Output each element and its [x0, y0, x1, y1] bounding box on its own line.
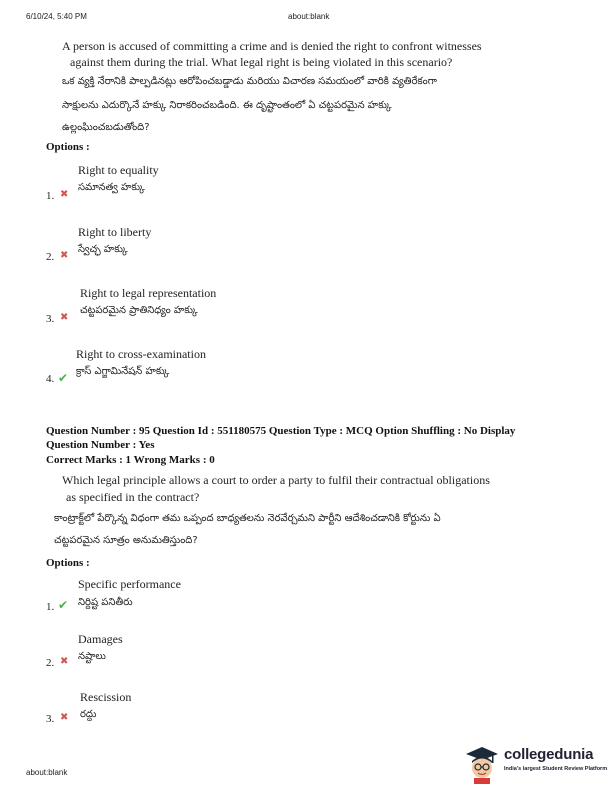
option-4-en: Right to cross-examination	[76, 347, 206, 361]
cross-icon: ✖	[60, 189, 69, 200]
option-2-number: 2.	[46, 251, 55, 263]
brand-name: collegedunia	[504, 746, 594, 763]
option-3-te: రద్దు	[80, 709, 97, 720]
question-text-te-line1: ఒక వ్యక్తి నేరానికి పాల్పడినట్లు ఆరోపించబడ్డాడు మరియు విచారణ సమయంలో వారికి వ్యతిరేకంగా	[62, 76, 437, 87]
option-1-te: సమానత్వ హక్కు	[78, 182, 145, 193]
option-2-te: స్వేచ్ఛ హక్కు	[78, 244, 128, 255]
option-1-number: 1.	[46, 190, 55, 202]
graduate-mascot-icon	[462, 744, 502, 784]
option-1-en: Specific performance	[78, 577, 181, 591]
checkmark-icon: ✔	[58, 371, 69, 385]
question-text-en-line1: A person is accused of committing a crime and is denied the right to confront witnesses	[62, 39, 482, 53]
brand-logo	[462, 744, 612, 784]
cross-icon: ✖	[60, 250, 69, 261]
option-3-number: 3.	[46, 713, 55, 725]
option-3-te: చట్టపరమైన ప్రాతినిధ్యం హక్కు	[80, 305, 198, 316]
marks-line: Correct Marks : 1 Wrong Marks : 0	[46, 454, 215, 466]
cross-icon: ✖	[60, 312, 69, 323]
footer-url: about:blank	[26, 768, 68, 777]
question-text-en-line2: as specified in the contract?	[66, 490, 200, 504]
print-datetime: 6/10/24, 5:40 PM	[26, 12, 87, 21]
checkmark-icon: ✔	[58, 598, 69, 612]
option-1-en: Right to equality	[78, 163, 159, 177]
print-url: about:blank	[288, 12, 330, 21]
question-text-en-line2: against them during the trial. What legal right is being violated in this scenario?	[70, 55, 453, 69]
option-4-number: 4.	[46, 373, 55, 385]
option-3-en: Right to legal representation	[80, 286, 217, 300]
question-text-te-line1: కాంట్రాక్ట్‌లో పేర్కొన్న విధంగా తమ ఒప్పంద బాధ్యతలను నెరవేర్చమని పార్టీని ఆదేశించడానికి కోర్టును ఏ	[54, 513, 441, 524]
question-text-en-line1: Which legal principle allows a court to order a party to fulfil their contractual obligations	[62, 473, 490, 487]
cross-icon: ✖	[60, 712, 69, 723]
question-text-te-line2: సాక్షులను ఎదుర్కొనే హక్కు నిరాకరించబడింది. ఈ దృష్టాంతంలో ఏ చట్టపరమైన హక్కు	[62, 100, 392, 111]
question-text-te-line2: చట్టపరమైన సూత్రం అనుమతిస్తుంది?	[54, 535, 198, 546]
option-3-en: Rescission	[80, 690, 132, 704]
question-text-te-line3: ఉల్లంఘించబడుతోంది?	[62, 122, 150, 133]
option-4-te: క్రాస్ ఎగ్జామినేషన్ హక్కు	[76, 366, 170, 377]
option-2-en: Damages	[78, 632, 123, 646]
option-1-te: నిర్దిష్ట పనితీరు	[78, 597, 133, 608]
option-3-number: 3.	[46, 313, 55, 325]
question-meta-line2: Question Number : Yes	[46, 439, 155, 451]
option-2-number: 2.	[46, 657, 55, 669]
option-2-en: Right to liberty	[78, 225, 152, 239]
options-label: Options :	[46, 141, 90, 153]
question-meta-line1: Question Number : 95 Question Id : 551180575 Question Type : MCQ Option Shuffling : No Display	[46, 425, 516, 437]
brand-tagline: India's largest Student Review Platform	[504, 766, 608, 772]
options-label: Options :	[46, 557, 90, 569]
option-2-te: నష్టాలు	[78, 651, 106, 662]
option-1-number: 1.	[46, 601, 55, 613]
cross-icon: ✖	[60, 656, 69, 667]
